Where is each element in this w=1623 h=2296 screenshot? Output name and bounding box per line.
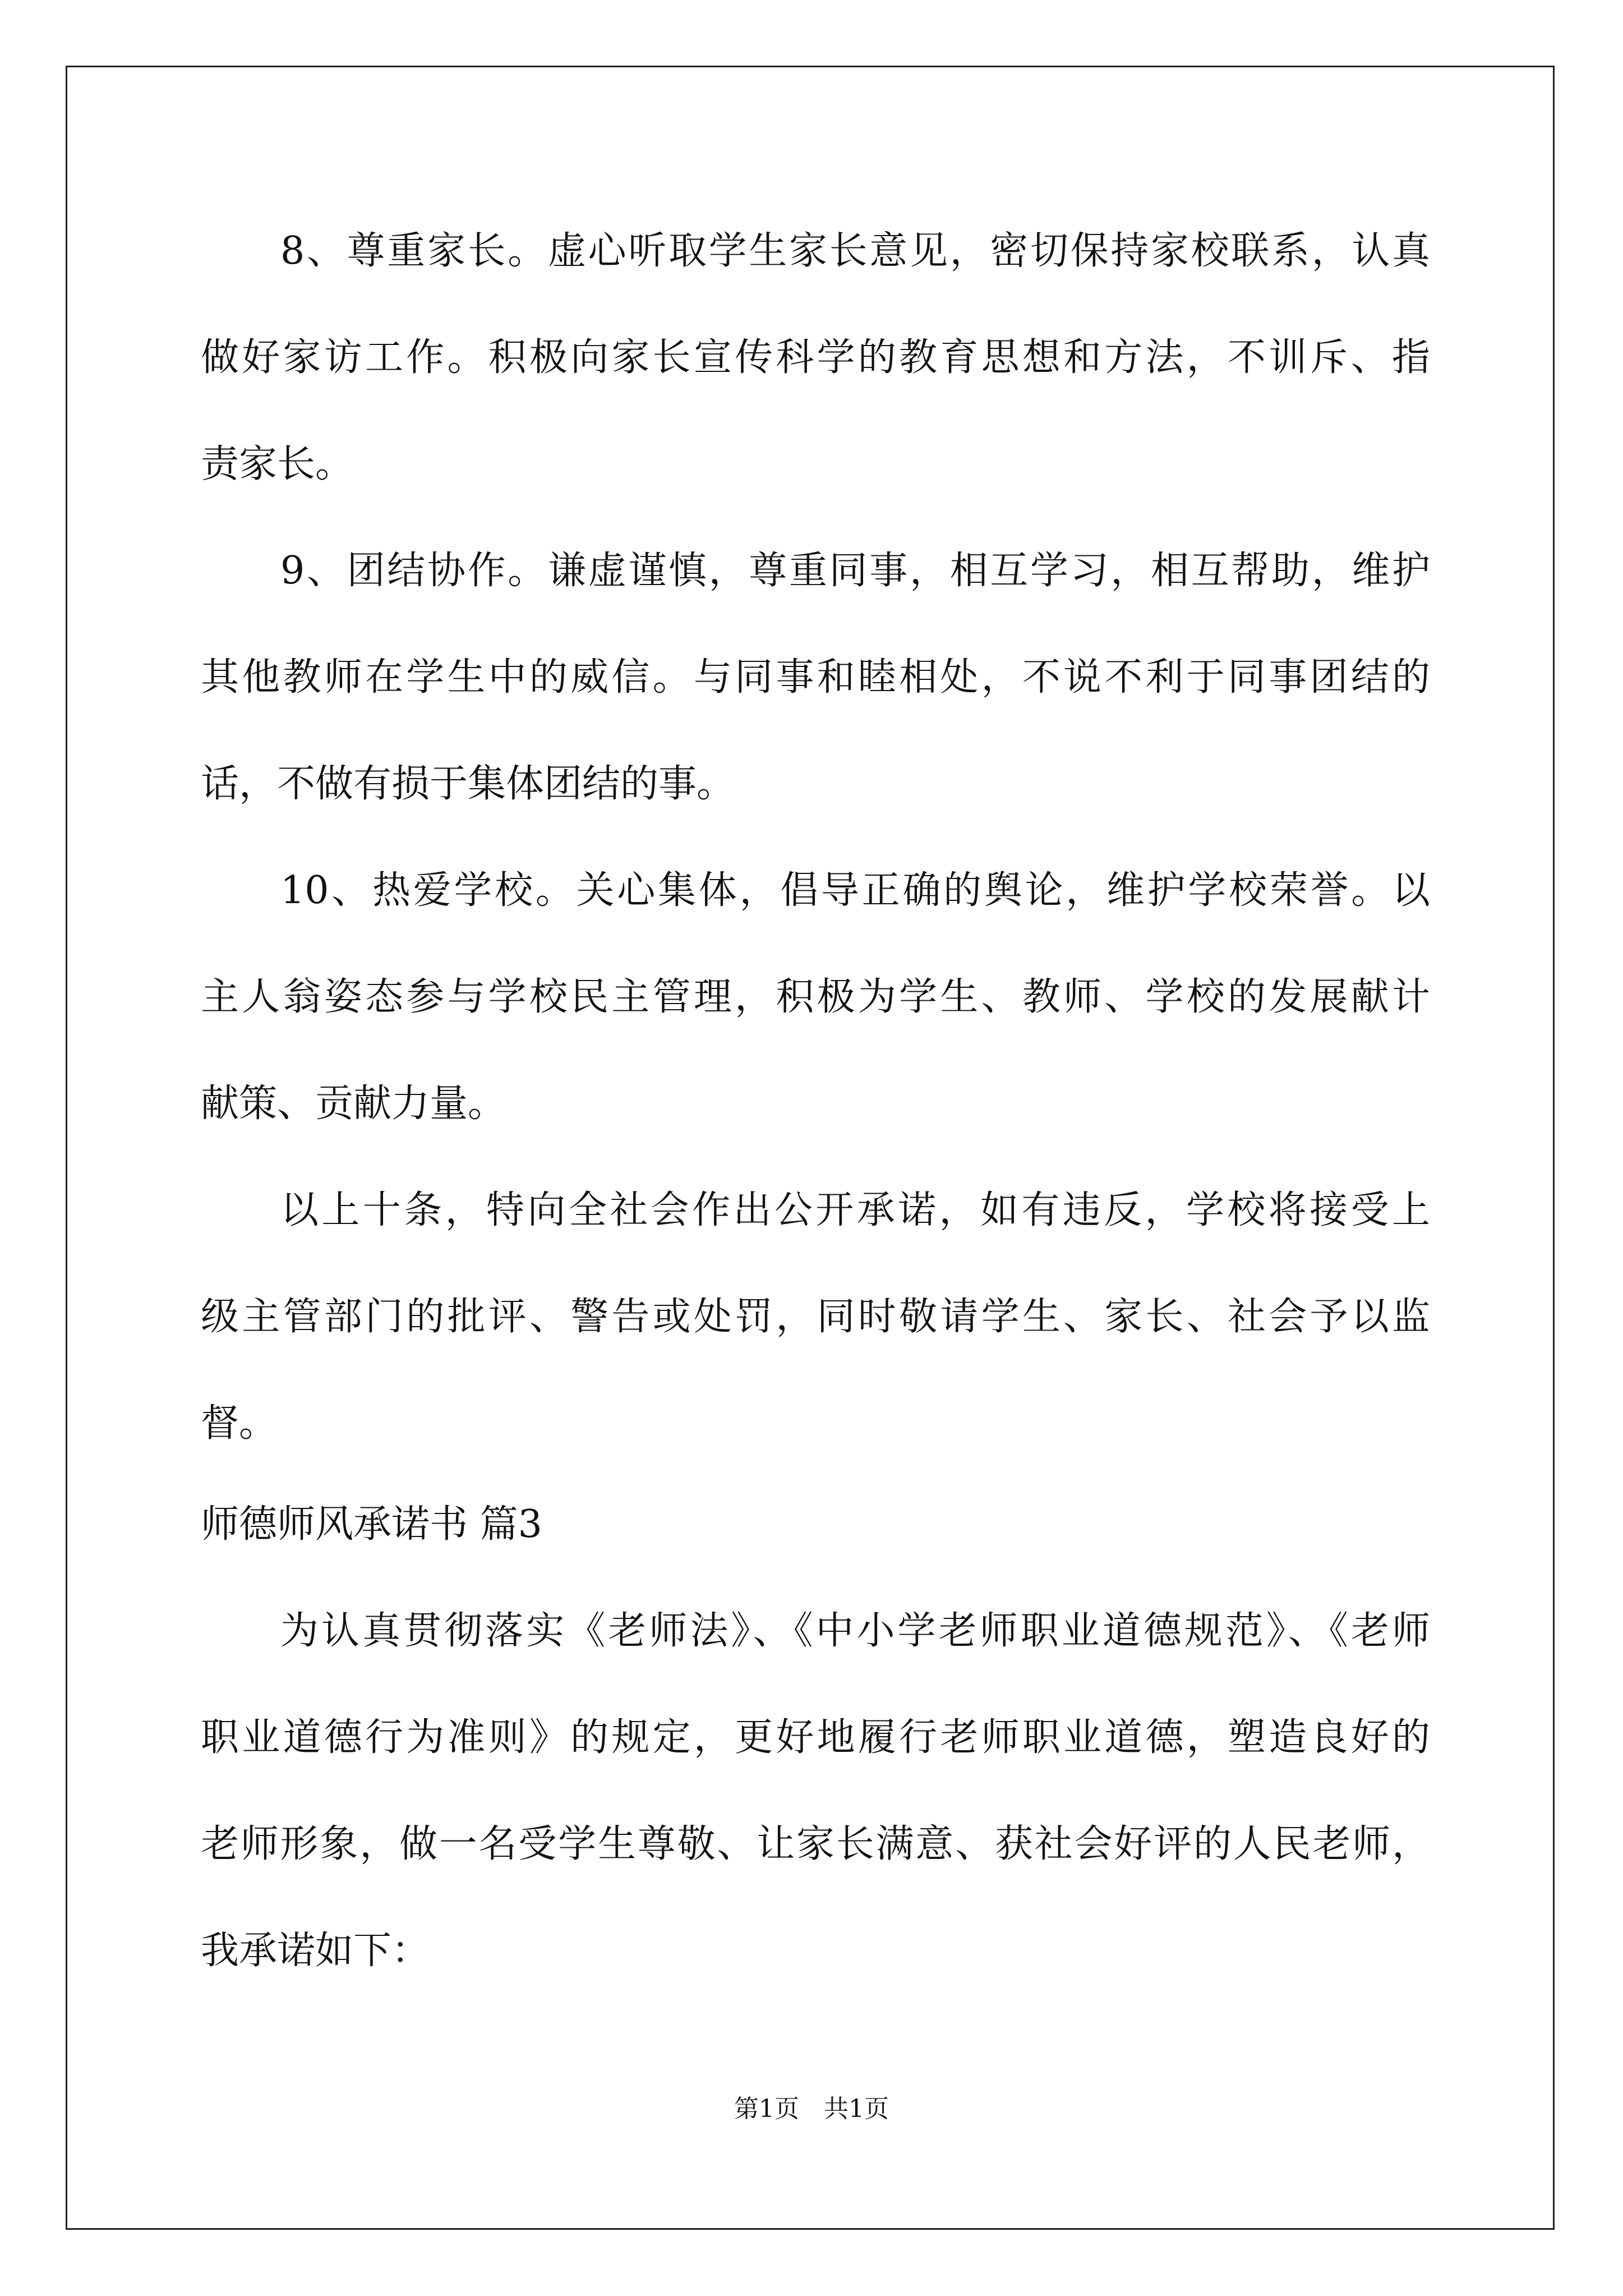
paragraph-line: 话，不做有损于集体团结的事。 xyxy=(201,762,735,806)
section-heading: 师德师风承诺书 篇3 xyxy=(201,1502,542,1547)
page-number-footer: 第1页 共1页 xyxy=(734,2095,889,2123)
paragraph-line: 责家长。 xyxy=(201,442,354,486)
page-border xyxy=(66,66,1555,2230)
paragraph-line: 10、热爱学校。关心集体，倡导正确的舆论，维护学校荣誉。以 xyxy=(280,868,1430,913)
paragraph-line: 以上十条，特向全社会作出公开承诺，如有违反，学校将接受上 xyxy=(280,1188,1430,1232)
paragraph-line: 主人翁姿态参与学校民主管理，积极为学生、教师、学校的发展献计 xyxy=(201,975,1430,1019)
paragraph-line: 献策、贡献力量。 xyxy=(201,1082,506,1126)
paragraph-line: 职业道德行为准则》的规定，更好地履行老师职业道德，塑造良好的 xyxy=(201,1715,1430,1760)
paragraph-line: 8、尊重家长。虚心听取学生家长意见，密切保持家校联系，认真 xyxy=(280,229,1430,273)
paragraph-line: 级主管部门的批评、警告或处罚，同时敬请学生、家长、社会予以监 xyxy=(201,1295,1430,1339)
paragraph-line: 督。 xyxy=(201,1401,278,1446)
paragraph-line: 9、团结协作。谦虚谨慎，尊重同事，相互学习，相互帮助，维护 xyxy=(280,549,1430,593)
paragraph-line: 我承诺如下： xyxy=(201,1929,430,1973)
paragraph-line: 老师形象，做一名受学生尊敬、让家长满意、获社会好评的人民老师， xyxy=(201,1822,1430,1866)
paragraph-line: 为认真贯彻落实《老师法》、《中小学老师职业道德规范》、《老师 xyxy=(280,1609,1430,1653)
paragraph-line: 做好家访工作。积极向家长宣传科学的教育思想和方法，不训斥、指 xyxy=(201,335,1430,380)
paragraph-line: 其他教师在学生中的威信。与同事和睦相处，不说不利于同事团结的 xyxy=(201,655,1430,700)
